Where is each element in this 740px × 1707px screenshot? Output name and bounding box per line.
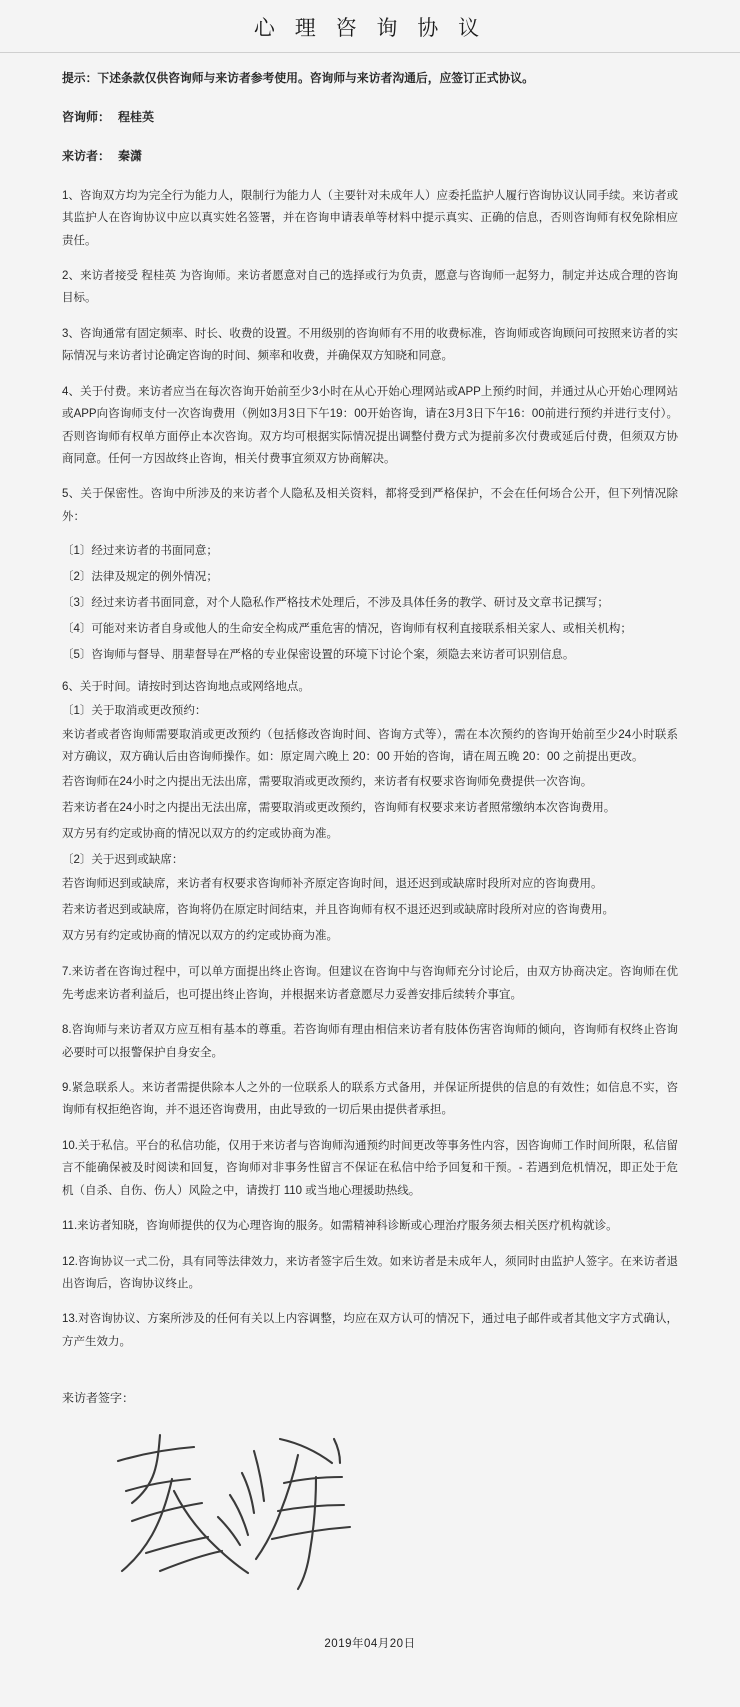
time-subsection-1-item-3: 若来访者在24小时之内提出无法出席，需要取消或更改预约，咨询师有权要求来访者照常缴纳本次咨询费用。 bbox=[62, 802, 616, 815]
clause-10: 10.关于私信。平台的私信功能，仅用于来访者与咨询师沟通预约时间更改等事务性内容，因咨询师工作时间所限，私信留言不能确保被及时阅读和回复，咨询师对非事务性留言不保证在私信中给予回复和干预。- 若遇到危机情况，即正处于危机（自杀、自伤、伤人）风险之中，请拨打 110 或当地心理援助热线。 bbox=[62, 1139, 678, 1197]
clause-8: 8.咨询师与来访者双方应互相有基本的尊重。若咨询师有理由相信来访者有肢体伤害咨询师的倾向，咨询师有权终止咨询必要时可以报警保护自身安全。 bbox=[62, 1024, 678, 1059]
confidentiality-item-4: 〔4〕可能对来访者自身或他人的生命安全构成严重危害的情况，咨询师有权利直接联系相关家人、或相关机构； bbox=[62, 622, 632, 635]
clause-11: 11.来访者知晓，咨询师提供的仅为心理咨询的服务。如需精神科诊断或心理治疗服务须去相关医疗机构就诊。 bbox=[62, 1220, 618, 1233]
document-date: 2019年04月20日 bbox=[324, 1637, 416, 1650]
date-spacer bbox=[0, 1611, 740, 1629]
time-subsection-1-item-1: 来访者或者咨询师需要取消或更改预约（包括修改咨询时间、咨询方式等），需在本次预约的咨询开始前至少24小时联系对方确议，双方确认后由咨询师操作。如：原定周六晚上 20：00 开始的咨询，请在周五晚 20：00 之前提出更改。 bbox=[62, 728, 678, 763]
notice-paragraph: 提示：下述条款仅供咨询师与来访者参考使用。咨询师与来访者沟通后，应签订正式协议。 bbox=[62, 71, 534, 85]
handwritten-signature bbox=[102, 1421, 362, 1606]
time-subsection-1-heading: 〔1〕关于取消或更改预约： bbox=[62, 704, 207, 717]
client-line bbox=[62, 145, 678, 168]
title-divider bbox=[0, 52, 740, 53]
confidentiality-item-3: 〔3〕经过来访者书面同意，对个人隐私作严格技术处理后，不涉及具体任务的教学、研讨及文章书记撰写； bbox=[62, 596, 609, 609]
clause-1: 1、咨询双方均为完全行为能力人，限制行为能力人（主要针对未成年人）应委托监护人履行咨询协议认同手续。来访者或其监护人在咨询协议中应以真实姓名签署，并在咨询申请表单等材料中提示真实、正确的信息，否则咨询师有权免除相应责任。 bbox=[62, 189, 678, 247]
clause-5: 5、关于保密性。咨询中所涉及的来访者个人隐私及相关资料，都将受到严格保护，不会在任何场合公开，但下列情况除外： bbox=[62, 488, 678, 523]
time-subsection-1-item-4: 双方另有约定或协商的情况以双方的约定或协商为准。 bbox=[62, 828, 338, 841]
confidentiality-item-5: 〔5〕咨询师与督导、朋辈督导在严格的专业保密设置的环境下讨论个案，须隐去来访者可识别信息。 bbox=[62, 648, 575, 661]
time-subsection-1-item-2: 若咨询师在24小时之内提出无法出席，需要取消或更改预约，来访者有权要求咨询师免费提供一次咨询。 bbox=[62, 776, 593, 789]
counselor-line bbox=[62, 106, 678, 129]
clause-12: 12.咨询协议一式二份，具有同等法律效力，来访者签字后生效。如来访者是未成年人，须同时由监护人签字。在来访者退出咨询后，咨询协议终止。 bbox=[62, 1255, 678, 1290]
time-subsection-2-item-3: 双方另有约定或协商的情况以双方的约定或协商为准。 bbox=[62, 929, 338, 942]
counselor-name: 程桂英 bbox=[118, 110, 155, 124]
clause-9: 9.紧急联系人。来访者需提供除本人之外的一位联系人的联系方式备用，并保证所提供的信息的有效性；如信息不实，咨询师有权拒绝咨询，并不退还咨询费用，由此导致的一切后果由提供者承担。 bbox=[62, 1082, 678, 1117]
confidentiality-item-1: 〔1〕经过来访者的书面同意； bbox=[62, 545, 218, 558]
time-subsection-2-heading: 〔2〕关于迟到或缺席： bbox=[62, 853, 184, 866]
clause-3: 3、咨询通常有固定频率、时长、收费的设置。不用级别的咨询师有不用的收费标准，咨询师或咨询顾问可按照来访者的实际情况与来访者讨论确定咨询的时间、频率和收费，并确保双方知晓和同意。 bbox=[62, 327, 678, 363]
clause-4: 4、关于付费。来访者应当在每次咨询开始前至少3小时在从心开始心理网站或APP上预约时间，并通过从心开始心理网站或APP向咨询师支付一次咨询费用（例如3月3日下午19：00开始咨询，请在3月3日下午16：00前进行预约并进行支付）。否则咨询师有权单方面停止本次咨询。双方均可根据实际情况提出调整付费方式为提前多次付费或延后付费，但须双方协商同意。任何一方因故终止咨询，相关付费事宜须双方协商解决。 bbox=[62, 385, 678, 465]
clause-6-heading: 6、关于时间。请按时到达咨询地点或网络地点。 bbox=[62, 681, 310, 694]
client-name: 秦潇 bbox=[118, 149, 143, 164]
counselor-role-label: 咨询师： bbox=[62, 110, 111, 124]
clause-7: 7.来访者在咨询过程中，可以单方面提出终止咨询。但建议在咨询中与咨询师充分讨论后，由双方协商决定。咨询师在优先考虑来访者利益后，也可提出终止咨询，并根据来访者意愿尽力妥善安排后续转介事宜。 bbox=[62, 966, 678, 1001]
time-subsection-2-item-2: 若来访者迟到或缺席，咨询将仍在原定时间结束，并且咨询师有权不退还迟到或缺席时段所对应的咨询费用。 bbox=[62, 903, 614, 916]
page-title: 心 理 咨 询 协 议 bbox=[253, 17, 487, 40]
clause-2: 2、来访者接受 程桂英 为咨询师。来访者愿意对自己的选择或行为负责，愿意与咨询师一起努力，制定并达成合理的咨询目标。 bbox=[62, 270, 678, 305]
signature-label: 来访者签字： bbox=[62, 1391, 135, 1406]
time-subsection-2-item-1: 若咨询师迟到或缺席，来访者有权要求咨询师补齐原定咨询时间，退还迟到或缺席时段所对应的咨询费用。 bbox=[62, 877, 603, 890]
signature-area bbox=[62, 1411, 678, 1611]
confidentiality-item-2: 〔2〕法律及规定的例外情况； bbox=[62, 571, 218, 584]
client-role-label: 来访者： bbox=[62, 149, 111, 164]
document-body bbox=[0, 67, 740, 1611]
clause-13: 13.对咨询协议、方案所涉及的任何有关以上内容调整，均应在双方认可的情况下，通过电子邮件或者其他文字方式确认，方产生效力。 bbox=[62, 1313, 678, 1348]
